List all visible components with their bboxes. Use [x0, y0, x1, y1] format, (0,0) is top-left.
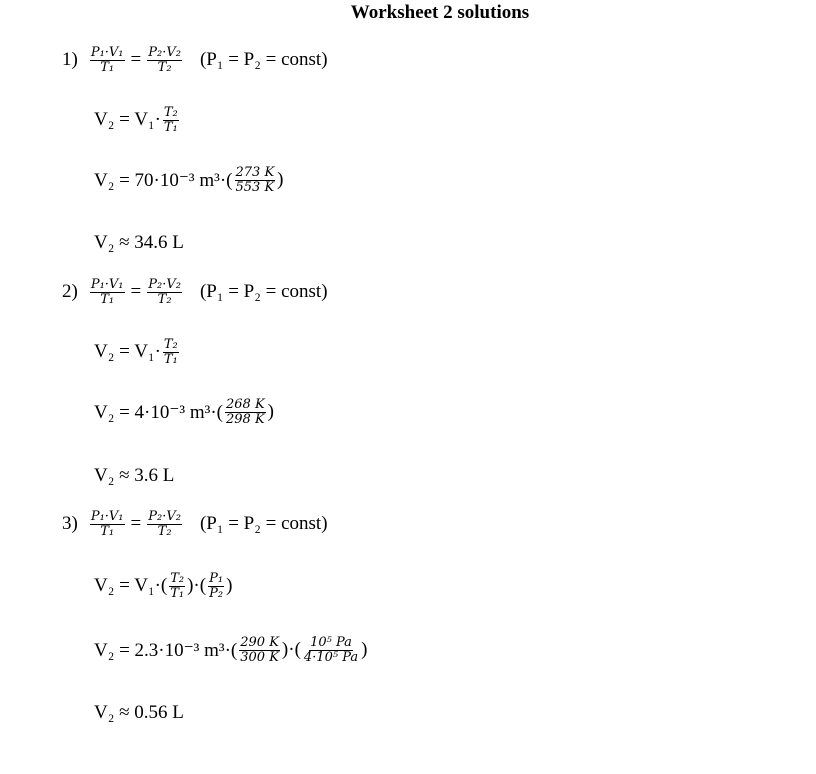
fraction: $\frac{290 K}{300 K}$: [240, 635, 279, 665]
fraction-right: $\frac{\text{P₂·V₂}}{\text{T₂}}$: [148, 509, 181, 539]
fraction-left: $\frac{\text{P₁·V₁}}{\text{T₁}}$: [90, 277, 124, 307]
fraction-left: $\frac{\text{P₁·V₁}}{\text{T₁}}$: [90, 509, 124, 539]
problem-1-equation: 1) $\frac{\text{P₁·V₁}}{\text{T₁}}$ = $\frac{\text{P₂·V₂}}{\text{T₂}}$ (P₁ = P₂ = const): [62, 45, 328, 75]
fraction-left: $\frac{\text{P₁·V₁}}{\text{T₁}}$: [90, 45, 124, 75]
fraction: $\frac{\text{T₂}}{\text{T₁}}$: [163, 337, 178, 367]
fraction-right: $\frac{\text{P₂·V₂}}{\text{T₂}}$: [148, 277, 181, 307]
problem-3-equation: 3) $\frac{\text{P₁·V₁}}{\text{T₁}}$ = $\frac{\text{P₂·V₂}}{\text{T₂}}$ (P₁ = P₂ = const): [62, 509, 328, 539]
fraction: $\frac{\text{T₂}}{\text{T₁}}$: [170, 571, 185, 601]
fraction: $\frac{268 K}{298 K}$: [226, 397, 265, 427]
fraction-right: $\frac{\text{P₂·V₂}}{\text{T₂}}$: [148, 45, 181, 75]
problem-3-answer: V₂ ≈ 0.56 L: [94, 702, 184, 723]
fraction: $\frac{\text{P₁}}{\text{P₂}}$: [209, 571, 224, 601]
problem-1-step2: V₂ = 70·10⁻³ m³·( $\frac{273 K}{553 K}$ ): [94, 165, 284, 195]
problem-2-equation: 2) $\frac{\text{P₁·V₁}}{\text{T₁}}$ = $\frac{\text{P₂·V₂}}{\text{T₂}}$ (P₁ = P₂ = const): [62, 277, 328, 307]
problem-2-step2: V₂ = 4·10⁻³ m³·( $\frac{268 K}{298 K}$ ): [94, 397, 274, 427]
fraction: $\frac{\text{10⁵ Pa}}{\text{4·10⁵ Pa}}$: [303, 635, 359, 665]
condition: (P₁ = P₂ = const): [199, 513, 328, 535]
fraction: $\frac{\text{T₂}}{\text{T₁}}$: [163, 105, 178, 135]
problem-number: 2): [62, 281, 78, 303]
fraction: $\frac{273 K}{553 K}$: [235, 165, 275, 195]
condition: (P₁ = P₂ = const): [199, 49, 328, 71]
problem-2-answer: V₂ ≈ 3.6 L: [94, 465, 175, 486]
problem-3-step2: V₂ = 2.3·10⁻³ m³·( $\frac{290 K}{300 K}$ )·( $\frac{\text{10⁵ Pa}}{\text{4·10⁵ Pa}}$ ): [94, 635, 368, 665]
problem-3-step1: V₂ = V₁·( $\frac{\text{T₂}}{\text{T₁}}$ )·( $\frac{\text{P₁}}{\text{P₂}}$ ): [94, 571, 233, 601]
problem-1-answer: V₂ ≈ 34.6 L: [94, 232, 184, 253]
problem-number: 3): [62, 513, 78, 535]
problem-number: 1): [62, 49, 78, 71]
problem-1-step1: V₂ = V₁· $\frac{\text{T₂}}{\text{T₁}}$: [94, 105, 178, 135]
condition: (P₁ = P₂ = const): [199, 281, 328, 303]
problem-2-step1: V₂ = V₁· $\frac{\text{T₂}}{\text{T₁}}$: [94, 337, 178, 367]
page-title: Worksheet 2 solutions: [350, 2, 530, 23]
